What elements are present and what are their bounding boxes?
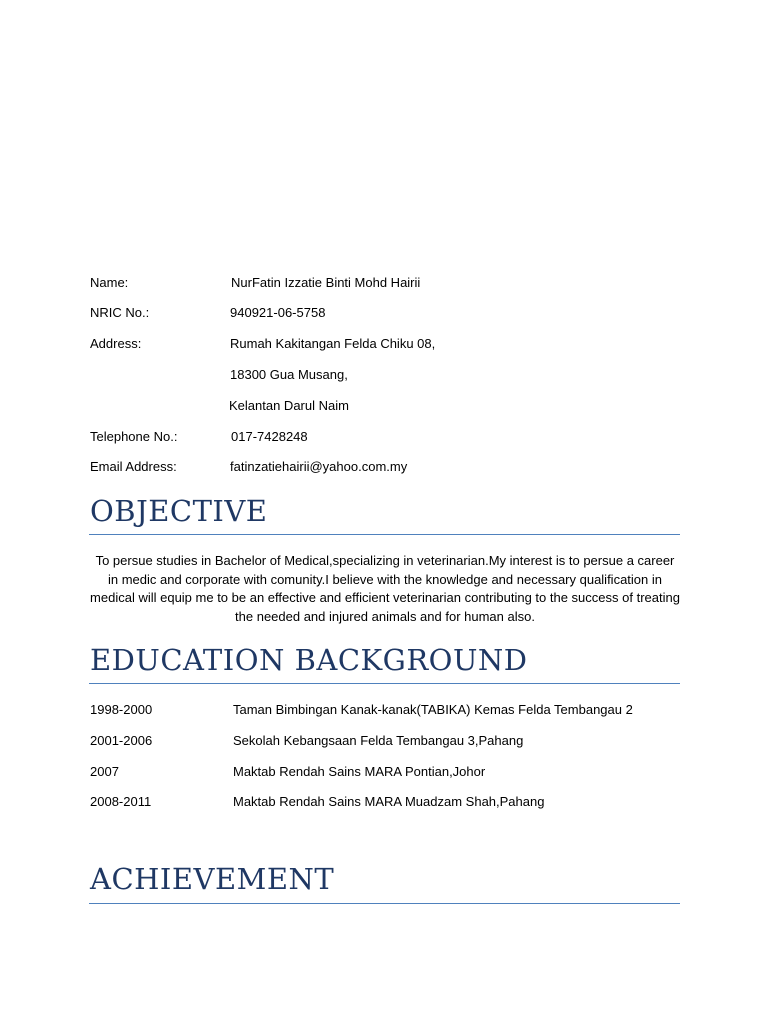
telephone-value: 017-7428248 (231, 429, 308, 444)
address-line-1: Rumah Kakitangan Felda Chiku 08, (230, 336, 436, 351)
education-entry (90, 731, 690, 751)
education-years: 1998-2000 (90, 702, 153, 717)
email-label: Email Address: (90, 459, 177, 474)
address-label: Address: (90, 336, 142, 351)
nric-row (90, 303, 690, 323)
email-value: fatinzatiehairii@yahoo.com.my (230, 459, 408, 474)
education-school: Maktab Rendah Sains MARA Muadzam Shah,Pahang (233, 794, 545, 809)
objective-divider (89, 534, 680, 535)
address-line-3: Kelantan Darul Naim (229, 398, 349, 413)
email-row (90, 457, 690, 477)
education-years: 2001-2006 (90, 733, 153, 748)
education-heading: EDUCATION BACKGROUND (90, 643, 528, 677)
education-years: 2007 (90, 764, 119, 779)
address-row-3 (90, 396, 690, 416)
education-divider (89, 683, 680, 684)
name-value: NurFatin Izzatie Binti Mohd Hairii (231, 275, 421, 290)
education-school: Taman Bimbingan Kanak-kanak(TABIKA) Kemas Felda Tembangau 2 (233, 702, 633, 717)
address-line-2: 18300 Gua Musang, (230, 367, 348, 382)
education-entry (90, 762, 690, 782)
achievement-divider (89, 903, 680, 904)
telephone-label: Telephone No.: (90, 429, 178, 444)
education-school: Sekolah Kebangsaan Felda Tembangau 3,Pahang (233, 733, 524, 748)
name-row (90, 273, 690, 293)
address-row-2 (90, 365, 690, 385)
address-row (90, 334, 690, 354)
nric-label: NRIC No.: (90, 305, 150, 320)
achievement-heading: ACHIEVEMENT (90, 862, 335, 896)
objective-heading: OBJECTIVE (90, 494, 268, 528)
education-entry (90, 792, 690, 812)
education-years: 2008-2011 (90, 794, 152, 809)
telephone-row (90, 427, 690, 447)
education-school: Maktab Rendah Sains MARA Pontian,Johor (233, 764, 486, 779)
objective-text: To persue studies in Bachelor of Medical,specializing in veterinarian.My interest is to persue a career in medic and corporate with comunity.I believe with the knowledge and necessary qualification in medical will equip me to be an effective and efficient veterinarian contributing to the success of treating the needed and injured animals and for human also. (90, 553, 680, 624)
nric-value: 940921-06-5758 (230, 305, 326, 320)
education-entry (90, 700, 690, 720)
name-label: Name: (90, 275, 129, 290)
